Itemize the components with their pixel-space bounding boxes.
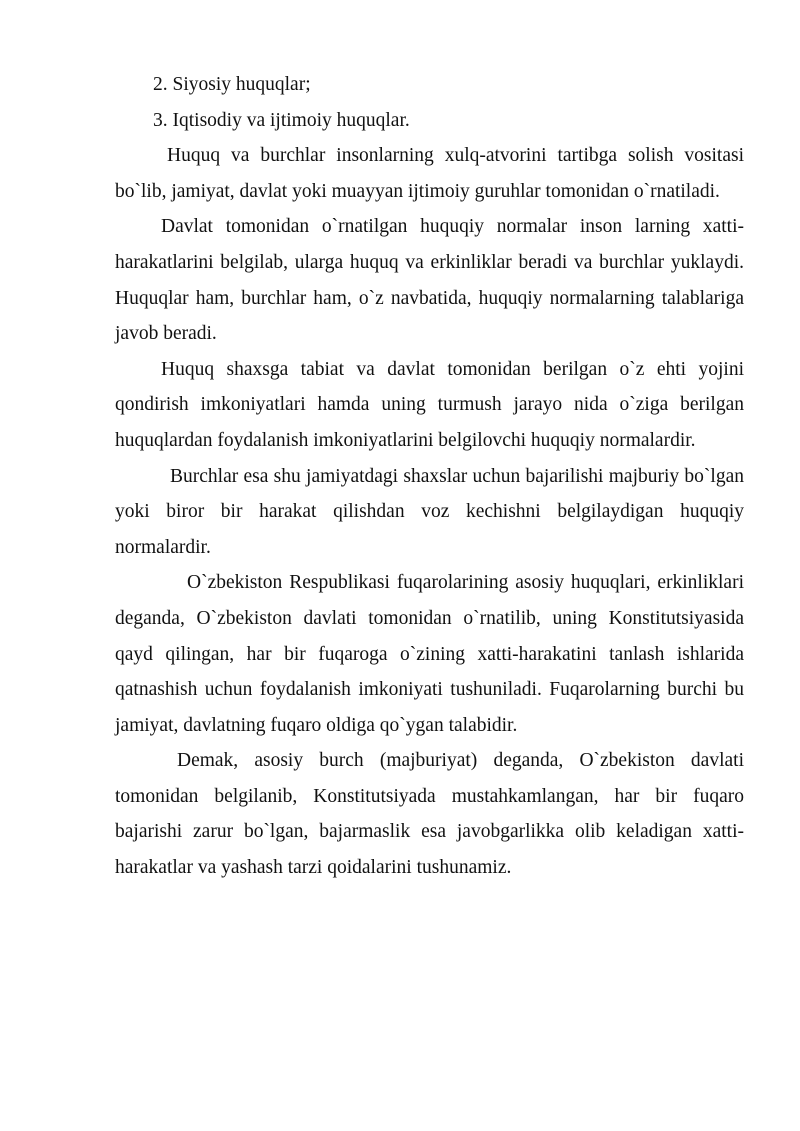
paragraph-duty-definition: Burchlar esa shu jamiyatdagi shaxslar uchun bajarilishi majburiy bo`lgan yoki biror bir harakat qilishdan voz kechishni belgilaydigan huquqiy normalardir.: [115, 465, 744, 558]
paragraph-legal-norms: Davlat tomonidan o`rnatilgan huquqiy normalar inson larning xatti-harakatlarini belgilab, ularga huquq va erkinliklar beradi va burchlar yuklaydi. Huquqlar ham, burchlar ham, o`z navbatida, huquqiy normalarning talablariga javob beradi.: [115, 216, 744, 345]
paragraph-citizen-rights: O`zbekiston Respublikasi fuqarolarining asosiy huquqlari, erkinliklari deganda, O`zbekiston davlati tomonidan o`rnatilib, uning Konstitutsiyasida qayd qilingan, har bir fuqaroga o`zining xatti-harakatini tanlash ishlarida qatnashish uchun foydalanish imkoniyati tushuniladi. Fuqarolarning burchi bu jamiyat, davlatning fuqaro oldiga qo`ygan talabidir.: [115, 572, 744, 736]
list-item-economic-social-rights: 3. Iqtisodiy va ijtimoiy huquqlar.: [153, 109, 410, 131]
list-item-political-rights: 2. Siyosiy huquqlar;: [153, 74, 311, 95]
paragraph-right-definition: Huquq shaxsga tabiat va davlat tomonidan berilgan o`z ehti yojini qondirish imkoniyatlari hamda uning turmush jarayo nida o`ziga berilgan huquqlardan foydalanish imkoniyatlarini belgilovchi huquqiy normalardir.: [115, 358, 744, 451]
paragraph-rights-and-duties: Huquq va burchlar insonlarning xulq-atvorini tartibga solish vositasi bo`lib, jamiyat, davlat yoki muayyan ijtimoiy guruhlar tomonidan o`rnatiladi.: [115, 145, 744, 202]
paragraph-main-duty: Demak, asosiy burch (majburiyat) deganda, O`zbekiston davlati tomonidan belgilanib, Konstitutsiyada mustahkamlangan, har bir fuqaro bajarishi zarur bo`lgan, bajarmaslik esa javobgarlikka olib keladigan xatti-harakatlar va yashash tarzi qoidalarini tushunamiz.: [115, 750, 744, 879]
